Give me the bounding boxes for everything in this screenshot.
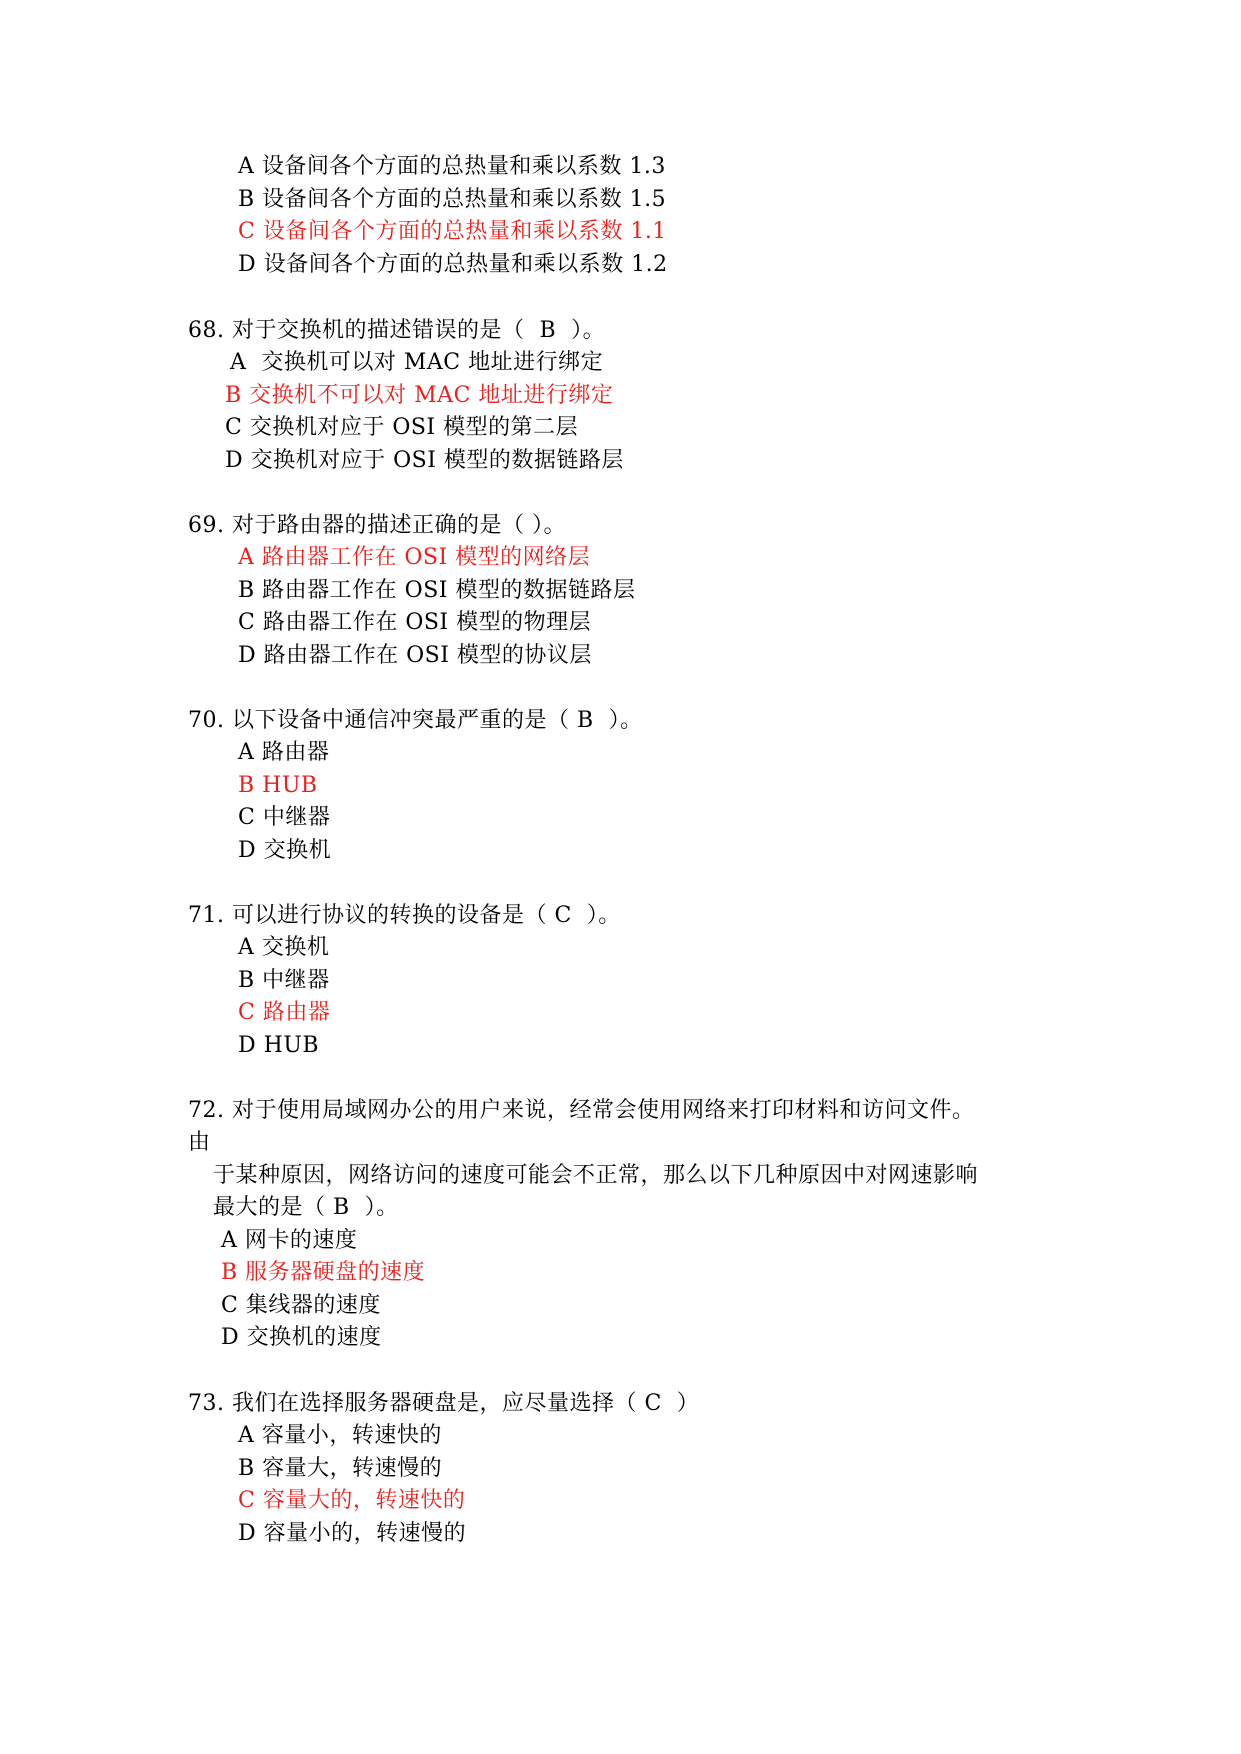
option-c-correct: C 容量大的，转速快的 bbox=[238, 1488, 466, 1513]
question-stem: 68. 对于交换机的描述错误的是（ B ）。 bbox=[188, 318, 606, 343]
question-stem: 73. 我们在选择服务器硬盘是，应尽量选择（ C ） bbox=[188, 1391, 700, 1416]
option-a: A 设备间各个方面的总热量和乘以系数 1.3 bbox=[238, 154, 666, 179]
question-stem-line-2: 由 bbox=[188, 1130, 211, 1155]
option-a-correct: A 路由器工作在 OSI 模型的网络层 bbox=[238, 545, 591, 570]
option-a: A 容量小，转速快的 bbox=[238, 1423, 442, 1448]
question-stem: 69. 对于路由器的描述正确的是（ ）。 bbox=[188, 513, 566, 538]
question-stem-line-1: 72. 对于使用局域网办公的用户来说，经常会使用网络来打印材料和访问文件。 bbox=[188, 1098, 975, 1123]
option-d: D 路由器工作在 OSI 模型的协议层 bbox=[238, 643, 592, 668]
question-stem: 70. 以下设备中通信冲突最严重的是（ B ）。 bbox=[188, 708, 643, 733]
option-c-correct: C 路由器 bbox=[238, 1000, 331, 1025]
option-c: C 集线器的速度 bbox=[221, 1293, 381, 1318]
option-c-correct: C 设备间各个方面的总热量和乘以系数 1.1 bbox=[238, 219, 667, 244]
option-a: A 网卡的速度 bbox=[221, 1228, 358, 1253]
option-d: D 容量小的，转速慢的 bbox=[238, 1521, 467, 1546]
option-d: D HUB bbox=[238, 1033, 320, 1058]
question-stem-line-4: 最大的是（ B ）。 bbox=[213, 1195, 399, 1220]
option-b: B 容量大，转速慢的 bbox=[238, 1456, 443, 1481]
question-stem: 71. 可以进行协议的转换的设备是（ C ）。 bbox=[188, 903, 621, 928]
option-b-correct: B HUB bbox=[238, 773, 318, 798]
option-b: B 路由器工作在 OSI 模型的数据链路层 bbox=[238, 578, 636, 603]
option-d: D 交换机的速度 bbox=[221, 1325, 382, 1350]
option-c: C 中继器 bbox=[238, 805, 331, 830]
option-d: D 交换机对应于 OSI 模型的数据链路层 bbox=[225, 448, 624, 473]
option-c: C 交换机对应于 OSI 模型的第二层 bbox=[225, 415, 579, 440]
option-b: B 中继器 bbox=[238, 968, 330, 993]
option-d: D 交换机 bbox=[238, 838, 332, 863]
option-b-correct: B 服务器硬盘的速度 bbox=[221, 1260, 426, 1285]
option-a: A 交换机 bbox=[238, 935, 330, 960]
option-b-correct: B 交换机不可以对 MAC 地址进行绑定 bbox=[225, 383, 614, 408]
option-a: A 路由器 bbox=[238, 740, 330, 765]
option-d: D 设备间各个方面的总热量和乘以系数 1.2 bbox=[238, 252, 668, 277]
option-c: C 路由器工作在 OSI 模型的物理层 bbox=[238, 610, 592, 635]
question-stem-line-3: 于某种原因，网络访问的速度可能会不正常，那么以下几种原因中对网速影响 bbox=[213, 1163, 979, 1188]
option-b: B 设备间各个方面的总热量和乘以系数 1.5 bbox=[238, 187, 667, 212]
option-a: A 交换机可以对 MAC 地址进行绑定 bbox=[230, 350, 604, 375]
